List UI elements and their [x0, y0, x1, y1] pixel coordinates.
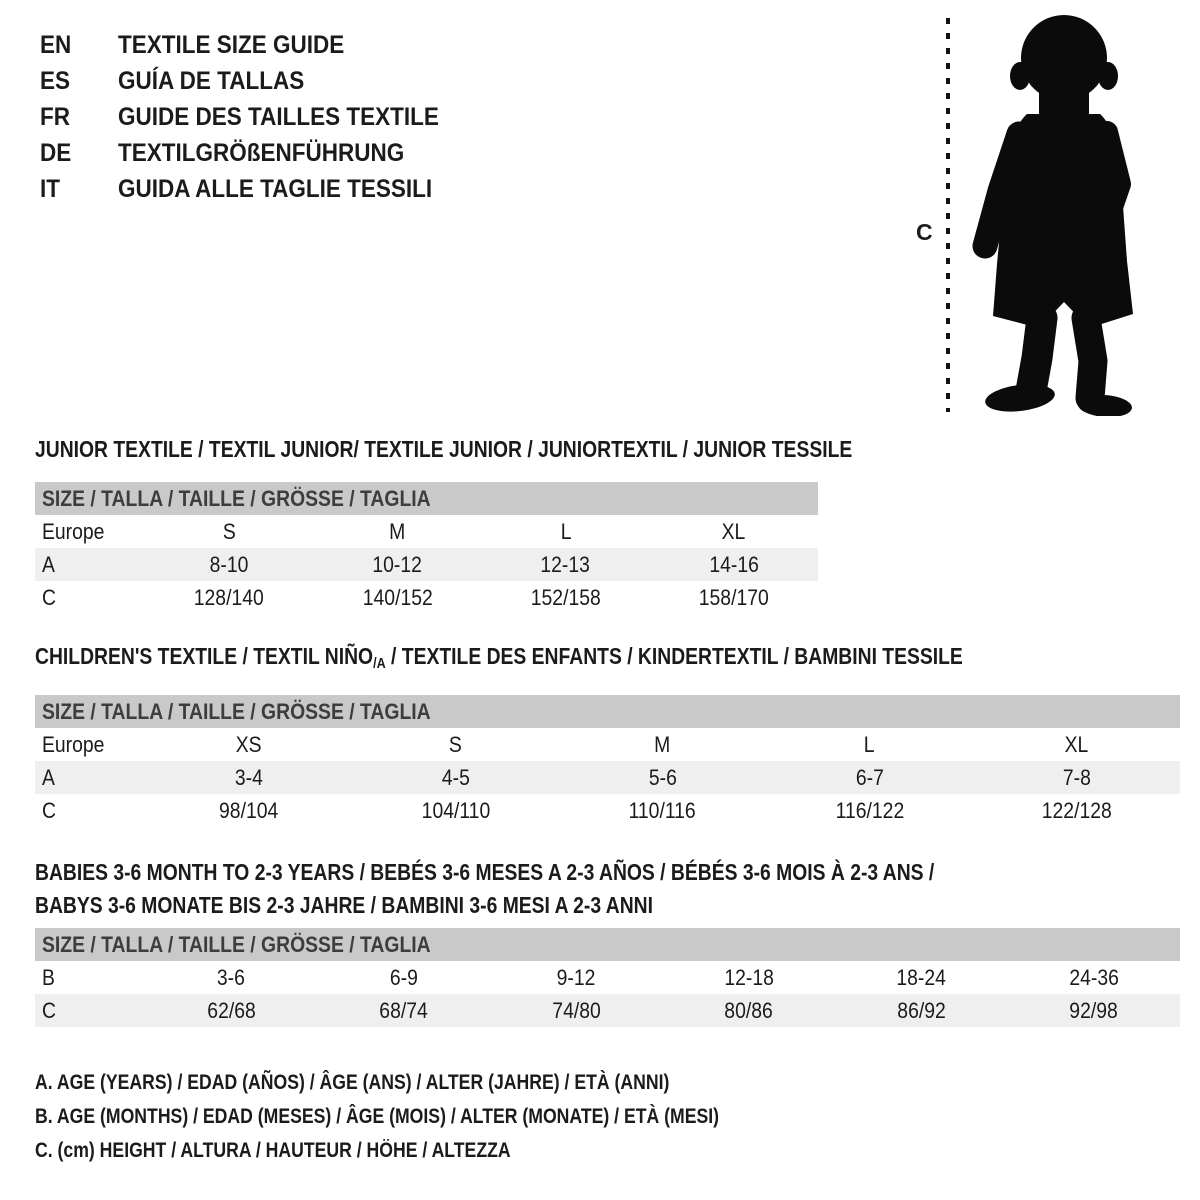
size-header-bar [35, 482, 818, 515]
language-title-list [40, 27, 475, 207]
cell-value: 6-9 [389, 964, 418, 990]
cell-value: 122/128 [1041, 797, 1112, 823]
language-row-it [40, 171, 475, 207]
language-code: DE [40, 138, 72, 167]
language-row-en [40, 27, 475, 63]
cell-value: L [560, 518, 572, 544]
baby-figure [905, 6, 1165, 416]
row-label: B [42, 964, 55, 990]
cell-value: 80/86 [724, 997, 773, 1023]
table-row-height [35, 794, 1180, 827]
size-header-bar [35, 928, 1180, 961]
table-row-months [35, 961, 1180, 994]
table-row-height [35, 581, 818, 614]
legend-line-c [35, 1134, 849, 1168]
language-code: IT [40, 174, 60, 203]
cell-value: 7-8 [1062, 764, 1091, 790]
language-title: TEXTILE SIZE GUIDE [118, 30, 345, 59]
section-title-text: BABYS 3-6 MONATE BIS 2-3 JAHRE / BAMBINI 3-6 MESI A 2-3 ANNI [35, 892, 653, 918]
size-header-label: SIZE / TALLA / TAILLE / GRÖSSE / TAGLIA [42, 485, 431, 511]
language-row-es [40, 63, 475, 99]
cell-value: 14-16 [709, 551, 759, 577]
legend [35, 1066, 849, 1168]
language-row-de [40, 135, 475, 171]
baby-silhouette-icon [984, 15, 1133, 416]
title-subscript: /A [373, 655, 386, 672]
cell-value: 5-6 [648, 764, 677, 790]
cell-value: 24-36 [1068, 964, 1119, 990]
language-code: FR [40, 102, 70, 131]
cell-value: 116/122 [835, 797, 904, 823]
row-label: Europe [42, 518, 105, 544]
cell-value: 74/80 [552, 997, 601, 1023]
section-title-line2 [35, 889, 1180, 922]
table-row-age [35, 761, 1180, 794]
cell-value: 3-4 [234, 764, 263, 790]
row-label: A [42, 551, 55, 577]
row-label: Europe [42, 731, 105, 757]
size-header-bar [35, 695, 1180, 728]
cell-value: 140/152 [362, 584, 433, 610]
legend-text: A. AGE (YEARS) / EDAD (AÑOS) / ÂGE (ANS) / ALTER (JAHRE) / ETÀ (ANNI) [35, 1071, 670, 1094]
cell-value: 18-24 [896, 964, 947, 990]
cell-value: 110/116 [628, 797, 697, 823]
cell-value: 4-5 [441, 764, 470, 790]
language-row-fr [40, 99, 475, 135]
row-label: C [42, 997, 56, 1023]
cell-value: 3-6 [217, 964, 246, 990]
table-row-europe [35, 515, 818, 548]
size-header-label: SIZE / TALLA / TAILLE / GRÖSSE / TAGLIA [42, 931, 431, 957]
cell-value: 68/74 [379, 997, 428, 1023]
title-suffix: / TEXTILE DES ENFANTS / KINDERTEXTIL / BAMBINI TESSILE [385, 643, 963, 669]
cell-value: M [654, 731, 671, 757]
cell-value: 12-13 [540, 551, 591, 577]
cell-value: 10-12 [372, 551, 423, 577]
section-junior-textile [35, 437, 1180, 614]
section-title-line1 [35, 856, 1180, 889]
section-title [35, 437, 1180, 461]
cell-value: 8-10 [209, 551, 249, 577]
section-title-text: BABIES 3-6 MONTH TO 2-3 YEARS / BEBÉS 3-6 MESES A 2-3 AÑOS / BÉBÉS 3-6 MOIS À 2-3 ANS / [35, 859, 935, 885]
cell-value: L [864, 731, 875, 757]
table-row-age [35, 548, 818, 581]
cell-value: XS [235, 731, 262, 757]
table-row-europe [35, 728, 1180, 761]
cell-value: 104/110 [421, 797, 490, 823]
section-title [35, 644, 1180, 672]
language-title: GUIDA ALLE TAGLIE TESSILI [118, 174, 433, 203]
language-code: EN [40, 30, 72, 59]
cell-value: 128/140 [194, 584, 265, 610]
cell-value: XL [722, 518, 746, 544]
cell-value: 62/68 [207, 997, 256, 1023]
size-header-label: SIZE / TALLA / TAILLE / GRÖSSE / TAGLIA [42, 698, 431, 724]
babies-size-table [35, 928, 1180, 1027]
legend-text: B. AGE (MONTHS) / EDAD (MESES) / ÂGE (MOIS) / ALTER (MONATE) / ETÀ (MESI) [35, 1105, 720, 1128]
cell-value: S [222, 518, 236, 544]
legend-line-b [35, 1100, 849, 1134]
junior-size-table [35, 482, 818, 614]
section-title-text: JUNIOR TEXTILE / TEXTIL JUNIOR/ TEXTILE JUNIOR / JUNIORTEXTIL / JUNIOR TESSILE [35, 436, 853, 462]
cell-value: 92/98 [1069, 997, 1118, 1023]
legend-text: C. (cm) HEIGHT / ALTURA / HAUTEUR / HÖHE / ALTEZZA [35, 1139, 511, 1162]
row-label: A [42, 764, 55, 790]
section-title-text [35, 644, 963, 672]
cell-value: 158/170 [698, 584, 769, 610]
cell-value: 98/104 [218, 797, 279, 823]
section-babies-textile [35, 856, 1180, 1027]
section-childrens-textile [35, 644, 1180, 827]
language-title: GUÍA DE TALLAS [118, 66, 305, 95]
cell-value: 9-12 [556, 964, 596, 990]
title-prefix: CHILDREN'S TEXTILE / TEXTIL NIÑO [35, 643, 374, 669]
table-row-height [35, 994, 1180, 1027]
legend-line-a [35, 1066, 849, 1100]
cell-value: 6-7 [855, 764, 884, 790]
cell-value: XL [1064, 731, 1089, 757]
language-title: TEXTILGRÖßENFÜHRUNG [118, 138, 405, 167]
cell-value: M [389, 518, 406, 544]
cell-value: S [449, 731, 462, 757]
language-title: GUIDE DES TAILLES TEXTILE [118, 102, 439, 131]
cell-value: 152/158 [530, 584, 601, 610]
children-size-table [35, 695, 1180, 827]
row-label: C [42, 584, 56, 610]
cell-value: 86/92 [897, 997, 946, 1023]
language-code: ES [40, 66, 71, 95]
cell-value: 12-18 [723, 964, 774, 990]
figure-measure-label: C [916, 219, 933, 245]
row-label: C [42, 797, 56, 823]
